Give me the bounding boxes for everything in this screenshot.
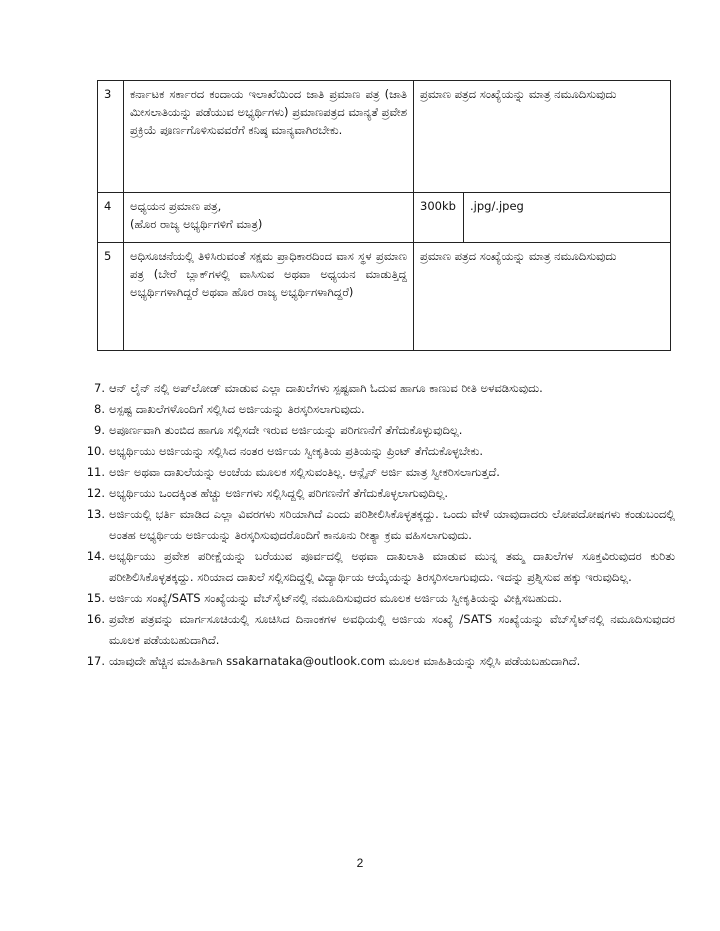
row-file-size: 300kb bbox=[414, 193, 464, 243]
row-description-line: ಅಧ್ಯಯನ ಪ್ರಮಾಣ ಪತ್ರ, bbox=[130, 199, 222, 213]
item-number: 12. bbox=[86, 486, 105, 500]
row-description: ಕರ್ನಾಟಕ ಸರ್ಕಾರದ ಕಂದಾಯ ಇಲಾಖೆಯಿಂದ ಜಾತಿ ಪ್ರಮಾಣ ಪತ್ರ (ಜಾತಿ ಮೀಸಲಾತಿಯನ್ನು ಪಡೆಯುವ ಅಭ್ಯರ್ಥಿಗಳು) ಪ್ರಮಾಣಪತ್ರದ ಮಾನ್ಯತೆ ಪ್ರವೇಶ ಪ್ರಕ್ರಿಯೆ ಪೂರ್ಣಗೊಳಿಸುವವರೆಗೆ ಕನಿಷ್ಠ ಮಾನ್ಯವಾಗಿರಬೇಕು. bbox=[124, 81, 414, 193]
list-item bbox=[75, 546, 675, 588]
item-number: 8. bbox=[94, 402, 105, 416]
item-number: 9. bbox=[94, 423, 105, 437]
item-number: 14. bbox=[86, 549, 105, 563]
row-number: 3 bbox=[98, 81, 124, 193]
row-number: 4 bbox=[98, 193, 124, 243]
table-row bbox=[98, 193, 671, 243]
table-row bbox=[98, 81, 671, 193]
row-file-format: .jpg/.jpeg bbox=[464, 193, 671, 243]
item-number: 13. bbox=[86, 507, 105, 521]
documents-table bbox=[97, 80, 671, 351]
item-text: ಅಸ್ಪಷ್ಟ ದಾಖಲೆಗಳೊಂದಿಗೆ ಸಲ್ಲಿಸಿದ ಅರ್ಜಿಯನ್ನು ತಿರಸ್ಕರಿಸಲಾಗುವುದು. bbox=[109, 402, 365, 416]
table-row bbox=[98, 243, 671, 351]
item-text: ಅಭ್ಯರ್ಥಿಯು ಒಂದಕ್ಕಿಂತ ಹೆಚ್ಚು ಅರ್ಜಿಗಳು ಸಲ್ಲಿಸಿದ್ದಲ್ಲಿ ಪರಿಗಣನೆಗೆ ತೆಗೆದುಕೊಳ್ಳಲಾಗುವುದಿಲ್ಲ. bbox=[109, 486, 449, 500]
list-item bbox=[75, 609, 675, 651]
item-text: ಪ್ರವೇಶ ಪತ್ರವನ್ನು ಮಾರ್ಗಸೂಚಿಯಲ್ಲಿ ಸೂಚಿಸಿದ ದಿನಾಂಕಗಳ ಅವಧಿಯಲ್ಲಿ ಅರ್ಜಿಯ ಸಂಖ್ಯೆ /SATS ಸಂಖ್ಯೆಯನ್ನು ವೆಬ್‌ಸೈಟ್‌ನಲ್ಲಿ ನಮೂದಿಸುವುದರ ಮೂಲಕ ಪಡೆಯಬಹುದಾಗಿದೆ. bbox=[109, 612, 675, 647]
item-text: ಅರ್ಜಿಯ ಸಂಖ್ಯೆ/SATS ಸಂಖ್ಯೆಯನ್ನು ವೆಬ್‌ಸೈಟ್‌ನಲ್ಲಿ ನಮೂದಿಸುವುದರ ಮೂಲಕ ಅರ್ಜಿಯ ಸ್ವೀಕೃತಿಯನ್ನು ವೀಕ್ಷಿಸಬಹುದು. bbox=[109, 591, 563, 605]
list-item bbox=[75, 399, 675, 420]
row-note: ಪ್ರಮಾಣ ಪತ್ರದ ಸಂಖ್ಯೆಯನ್ನು ಮಾತ್ರ ನಮೂದಿಸುವುದು bbox=[414, 81, 671, 193]
item-number: 11. bbox=[86, 465, 105, 479]
list-item bbox=[75, 441, 675, 462]
instructions-list bbox=[75, 378, 675, 672]
list-item bbox=[75, 420, 675, 441]
item-number: 7. bbox=[94, 381, 105, 395]
page-number: 2 bbox=[356, 856, 364, 870]
list-item bbox=[75, 462, 675, 483]
list-item bbox=[75, 588, 675, 609]
item-number: 10. bbox=[86, 444, 105, 458]
row-note: ಪ್ರಮಾಣ ಪತ್ರದ ಸಂಖ್ಯೆಯನ್ನು ಮಾತ್ರ ನಮೂದಿಸುವುದು bbox=[414, 243, 671, 351]
item-text: ಆನ್ ಲೈನ್ ನಲ್ಲಿ ಅಪ್‌ಲೋಡ್ ಮಾಡುವ ಎಲ್ಲಾ ದಾಖಲೆಗಳು ಸ್ಪಷ್ಟವಾಗಿ ಓದುವ ಹಾಗೂ ಕಾಣುವ ರೀತಿ ಅಳವಡಿಸುವುದು. bbox=[109, 381, 543, 395]
item-text: ಅಭ್ಯರ್ಥಿಯು ಅರ್ಜಿಯನ್ನು ಸಲ್ಲಿಸಿದ ನಂತರ ಅರ್ಜಿಯ ಸ್ವೀಕೃತಿಯ ಪ್ರತಿಯನ್ನು ಪ್ರಿಂಟ್ ತೆಗೆದುಕೊಳ್ಳಬೇಕು. bbox=[109, 444, 484, 458]
item-number: 16. bbox=[86, 612, 105, 626]
list-item bbox=[75, 651, 675, 672]
item-text: ಅರ್ಜಿ ಅಥವಾ ದಾಖಲೆಯನ್ನು ಅಂಚೆಯ ಮೂಲಕ ಸಲ್ಲಿಸುವಂತಿಲ್ಲ. ಆನ್ಲೈನ್ ಅರ್ಜಿ ಮಾತ್ರ ಸ್ವೀಕರಿಸಲಾಗುತ್ತದೆ. bbox=[109, 465, 500, 479]
item-text: ಅಪೂರ್ಣವಾಗಿ ತುಂಬಿದ ಹಾಗೂ ಸಲ್ಲಿಸದೇ ಇರುವ ಅರ್ಜಿಯನ್ನು ಪರಿಗಣನೆಗೆ ತೆಗೆದುಕೊಳ್ಳುವುದಿಲ್ಲ. bbox=[109, 423, 463, 437]
list-item bbox=[75, 378, 675, 399]
row-description-line: (ಹೊರ ರಾಜ್ಯ ಅಭ್ಯರ್ಥಿಗಳಿಗೆ ಮಾತ್ರ) bbox=[130, 217, 263, 231]
item-text: ಅಭ್ಯರ್ಥಿಯು ಪ್ರವೇಶ ಪರೀಕ್ಷೆಯನ್ನು ಬರೆಯುವ ಪೂರ್ವದಲ್ಲಿ ಅಥವಾ ದಾಖಲಾತಿ ಮಾಡುವ ಮುನ್ನ ತಮ್ಮ ದಾಖಲೆಗಳ ಸೂಕ್ತವಿರುವುದರ ಕುರಿತು ಪರೀಶಿಲಿಸಿಕೊಳ್ಳತಕ್ಕದ್ದು. ಸರಿಯಾದ ದಾಖಲೆ ಸಲ್ಲಿಸದಿದ್ದಲ್ಲಿ ವಿದ್ಯಾರ್ಥಿಯ ಆಯ್ಕೆಯನ್ನು ತಿರಸ್ಕರಿಸಲಾಗುವುದು. ಇದನ್ನು ಪ್ರಶ್ನಿಸುವ ಹಕ್ಕು ಇರುವುದಿಲ್ಲ. bbox=[109, 549, 675, 584]
item-text: ಯಾವುದೇ ಹೆಚ್ಚಿನ ಮಾಹಿತಿಗಾಗಿ ssakarnataka@outlook.com ಮೂಲಕ ಮಾಹಿತಿಯನ್ನು ಸಲ್ಲಿಸಿ ಪಡೆಯಬಹುದಾಗಿದೆ. bbox=[109, 654, 581, 668]
row-number: 5 bbox=[98, 243, 124, 351]
list-item bbox=[75, 483, 675, 504]
item-number: 15. bbox=[86, 591, 105, 605]
row-description: ಅಧಿಸೂಚನೆಯಲ್ಲಿ ತಿಳಿಸಿರುವಂತೆ ಸಕ್ಷಮ ಪ್ರಾಧಿಕಾರದಿಂದ ವಾಸ ಸ್ಥಳ ಪ್ರಮಾಣ ಪತ್ರ (ಬೇರೆ ಬ್ಲಾಕ್‌ಗಳಲ್ಲಿ ವಾಸಿಸುವ ಅಥವಾ ಅಧ್ಯಯನ ಮಾಡುತ್ತಿದ್ದ ಅಭ್ಯರ್ಥಿಗಳಾಗಿದ್ದರೆ ಅಥವಾ ಹೊರ ರಾಜ್ಯ ಅಭ್ಯರ್ಥಿಗಳಾಗಿದ್ದರೆ) bbox=[124, 243, 414, 351]
item-text: ಅರ್ಜಿಯಲ್ಲಿ ಭರ್ತಿ ಮಾಡಿದ ಎಲ್ಲಾ ವಿವರಗಳು ಸರಿಯಾಗಿದೆ ಎಂದು ಪರಿಶೀಲಿಸಿಕೊಳ್ಳತಕ್ಕದ್ದು. ಒಂದು ವೇಳೆ ಯಾವುದಾದರು ಲೋಪದೋಷಗಳು ಕಂಡುಬಂದಲ್ಲಿ ಅಂತಹ ಅಭ್ಯರ್ಥಿಯ ಅರ್ಜಿಯನ್ನು ತಿರಸ್ಕರಿಸುವುದರೊಂದಿಗೆ ಕಾನೂನು ರೀತ್ಯಾ ಕ್ರಮ ವಹಿಸಲಾಗುವುದು. bbox=[109, 507, 675, 542]
row-description bbox=[124, 193, 414, 243]
list-item bbox=[75, 504, 675, 546]
item-number: 17. bbox=[86, 654, 105, 668]
